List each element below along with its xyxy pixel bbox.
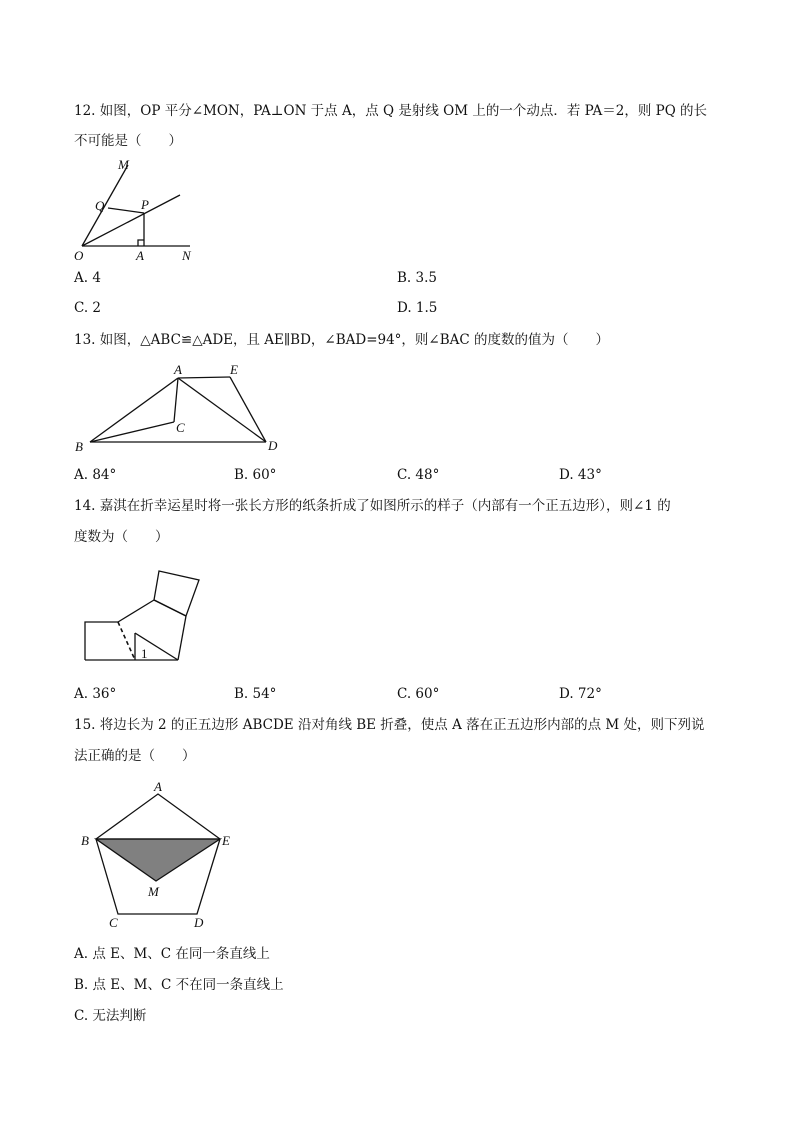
q15-stem-line1: 15. 将边长为 2 的正五边形 ABCDE 沿对角线 BE 折叠，使点 A 落在正五边形内部的点 M 处，则下列说 [74,717,705,733]
label-b: B [75,439,83,454]
q13-figure [70,360,290,458]
label-d: D [194,915,204,930]
segment-pq [108,208,144,213]
segment-ed [230,377,266,442]
q13-option-d[interactable]: D. 43° [559,467,602,483]
q15-stem-line2: 法正确的是（ ） [74,748,196,764]
q15-figure [76,774,246,934]
pentagon-edge-3 [178,616,186,660]
segment-ad [178,378,266,442]
q15-option-b[interactable]: B. 点 E、M、C 不在同一条直线上 [74,977,284,993]
q14-option-b[interactable]: B. 54° [234,686,277,702]
label-o: O [74,248,84,263]
label-q: Q [95,198,105,213]
label-c: C [176,420,185,435]
q14-stem-line2: 度数为（ ） [74,529,169,545]
q13-option-c[interactable]: C. 48° [397,467,440,483]
label-m: M [118,157,129,172]
right-angle-mark [138,240,144,246]
segment-ae [178,377,230,378]
strip-top-end [154,571,199,616]
folded-triangle-bme [96,839,220,881]
q12-option-d[interactable]: D. 1.5 [397,300,438,316]
segment-ab [90,378,178,442]
q15-option-a[interactable]: A. 点 E、M、C 在同一条直线上 [74,946,270,962]
label-e: E [230,362,238,377]
q14-stem-line1: 14. 嘉淇在折幸运星时将一张长方形的纸条折成了如图所示的样子（内部有一个正五边形），则∠1 的 [74,498,671,514]
label-m: M [148,884,159,899]
pentagon-edge-1 [118,600,154,622]
angle-1-label: 1 [141,646,148,661]
label-b: B [81,833,89,848]
fold-crease-dashed [118,622,135,660]
q12-stem-line1: 12. 如图，OP 平分∠MON，PA⊥ON 于点 A，点 Q 是射线 OM 上的一个动点．若 PA＝2，则 PQ 的长 [74,103,708,119]
strip-left-end [85,622,118,660]
label-a: A [154,779,162,794]
segment-ac [174,378,178,422]
q12-stem-line2: 不可能是（ ） [74,133,182,149]
label-e: E [222,833,230,848]
q12-figure [70,155,210,265]
label-a: A [136,248,144,263]
q13-option-a[interactable]: A. 84° [74,467,117,483]
q13-stem-line1: 13. 如图，△ABC≌△ADE，且 AE∥BD，∠BAD=94°，则∠BAC 的度数的值为（ ） [74,332,610,348]
q12-option-b[interactable]: B. 3.5 [397,270,437,286]
q14-option-a[interactable]: A. 36° [74,686,117,702]
q13-option-b[interactable]: B. 60° [234,467,277,483]
pentagon-top-edges [96,794,220,839]
segment-bc [90,422,174,442]
q15-option-c[interactable]: C. 无法判断 [74,1008,147,1024]
q14-option-d[interactable]: D. 72° [559,686,602,702]
q12-option-c[interactable]: C. 2 [74,300,102,316]
label-n: N [182,248,191,263]
q14-figure [82,566,207,666]
label-p: P [141,197,149,212]
q12-option-a[interactable]: A. 4 [74,270,101,286]
label-d: D [268,438,278,453]
label-a: A [174,362,182,377]
label-c: C [109,915,118,930]
q14-option-c[interactable]: C. 60° [397,686,440,702]
